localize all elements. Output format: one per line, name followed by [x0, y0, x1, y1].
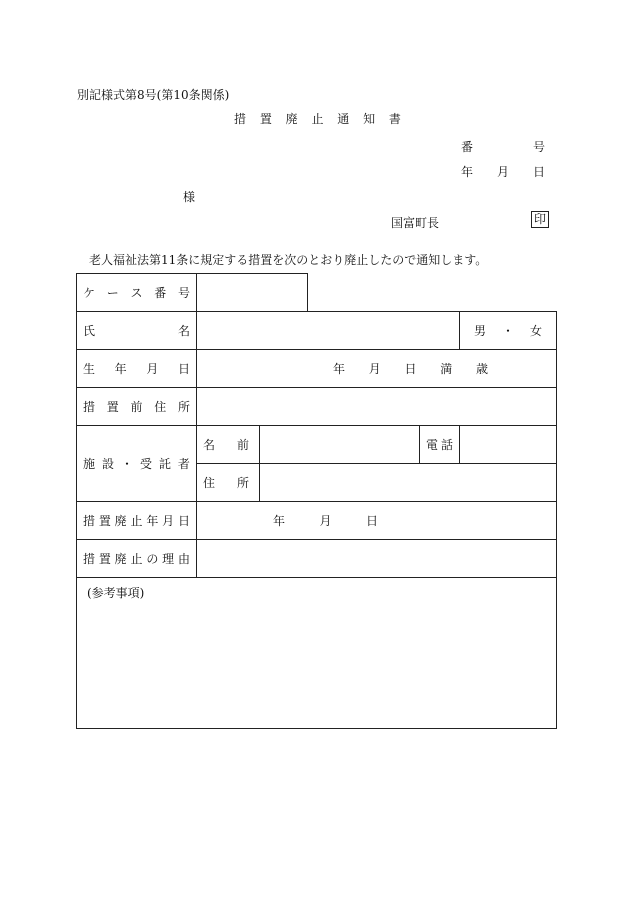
date-char: 日 — [532, 165, 545, 179]
reason-field[interactable] — [197, 540, 557, 578]
date-char: 年 — [461, 165, 474, 179]
document-title: 措 置 廃 止 通 知 書 — [234, 112, 402, 126]
seal-mark: 印 — [531, 211, 549, 228]
case-number-field[interactable] — [197, 274, 308, 312]
issuer-name: 国富町長 — [391, 216, 440, 230]
notes-field[interactable] — [77, 578, 557, 729]
end-date-field[interactable]: 年 月 日 — [197, 502, 557, 540]
sex-male[interactable]: 男 — [474, 324, 487, 338]
sex-field[interactable]: 男 ・ 女 — [460, 312, 557, 350]
number-char: 番 — [461, 140, 474, 154]
birth-row — [77, 350, 557, 388]
notice-text: 老人福祉法第11条に規定する措置を次のとおり廃止したので通知します。 — [89, 253, 488, 267]
name-field[interactable] — [197, 312, 460, 350]
sex-female[interactable]: 女 — [530, 324, 543, 338]
end-date-row — [77, 502, 557, 540]
reason-row — [77, 540, 557, 578]
form-number-label: 別記様式第8号(第10条関係) — [77, 88, 230, 102]
case-number-label: ケ ー ス 番 号 — [77, 274, 197, 312]
notes-row — [77, 578, 557, 729]
previous-address-label: 措 置 前 住 所 — [77, 388, 197, 426]
addressee-suffix: 様 — [183, 190, 196, 204]
name-label: 氏 名 — [77, 312, 197, 350]
blank-cell — [308, 274, 557, 312]
notes-label: (参考事項) — [87, 586, 145, 600]
facility-name-row — [77, 426, 557, 464]
previous-address-row — [77, 388, 557, 426]
facility-address-label: 住 所 — [197, 464, 260, 502]
notice-form-table — [76, 273, 557, 729]
facility-name-field[interactable] — [260, 426, 420, 464]
date-char: 月 — [496, 165, 509, 179]
case-number-row — [77, 274, 557, 312]
birth-field[interactable]: 年 月 日 満 歳 — [197, 350, 557, 388]
phone-field[interactable] — [460, 426, 557, 464]
facility-label: 施 設 ・ 受 託 者 — [77, 426, 197, 502]
document-date-line — [461, 163, 545, 180]
end-date-label: 措 置 廃 止 年 月 日 — [77, 502, 197, 540]
number-char: 号 — [532, 140, 545, 154]
birth-label: 生 年 月 日 — [77, 350, 197, 388]
reason-label: 措 置 廃 止 の 理 由 — [77, 540, 197, 578]
document-number-line — [461, 138, 545, 155]
phone-label: 電 話 — [420, 426, 460, 464]
facility-address-field[interactable] — [260, 464, 557, 502]
facility-name-label: 名 前 — [197, 426, 260, 464]
name-row — [77, 312, 557, 350]
previous-address-field[interactable] — [197, 388, 557, 426]
